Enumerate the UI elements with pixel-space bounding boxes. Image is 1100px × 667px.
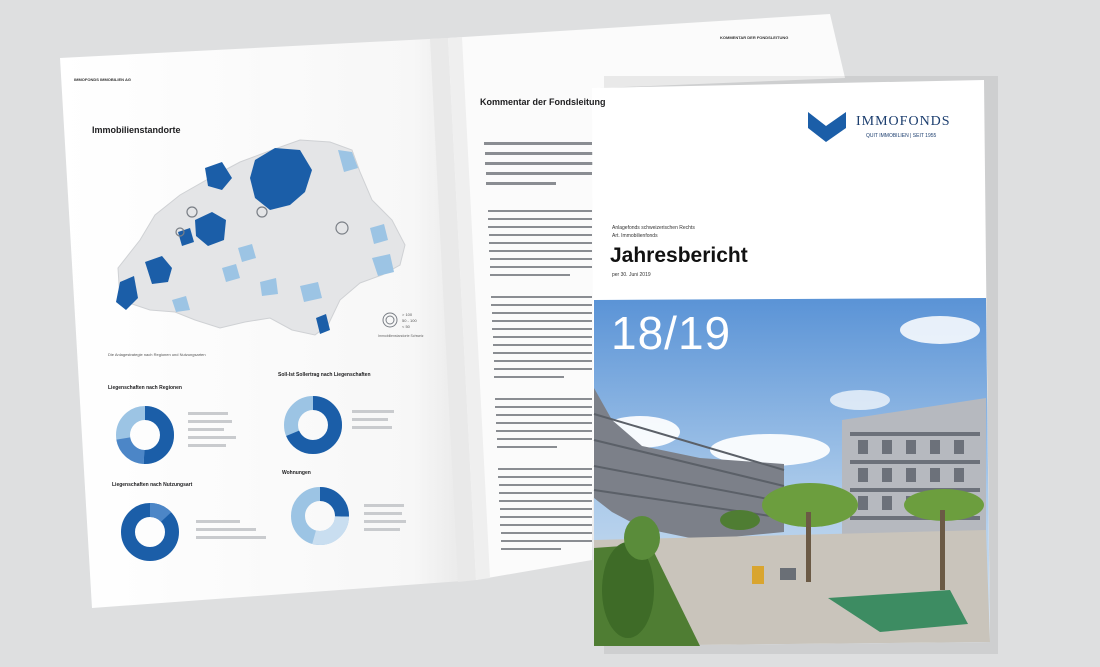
map-legend-1: > 100 (402, 312, 413, 317)
map-caption: Immobilienstandorte Schweiz (378, 334, 424, 338)
left-page-header: IMMOFONDS IMMOBILIEN AG (74, 77, 131, 82)
chart-title-apartments: Wohnungen (282, 470, 311, 476)
map-legend-2: 50 - 100 (402, 318, 417, 323)
chart-title-usage: Liegenschaften nach Nutzungsart (112, 482, 193, 488)
cover-year: 18/19 (611, 307, 732, 359)
chart-title-soll-ist: Soll-Ist Sollertrag nach Liegenschaften (278, 372, 371, 378)
logo-text: IMMOFONDS (856, 114, 951, 129)
cover-date-line: per 30. Juni 2019 (612, 272, 651, 278)
section-caption: Die Anlagestrategie nach Regionen und Nutzungsarten (108, 352, 206, 357)
middle-page-heading: Kommentar der Fondsleitung (480, 97, 606, 107)
cover-kicker-line-2: Art. Immobilienfonds (612, 233, 658, 239)
middle-page-header: KOMMENTAR DER FONDSLEITUNG (720, 35, 789, 40)
map-title: Immobilienstandorte (92, 125, 181, 135)
cover-title: Jahresbericht (610, 244, 748, 267)
map-legend-3: < 50 (402, 324, 410, 329)
chart-title-regions: Liegenschaften nach Regionen (108, 385, 182, 391)
cover-kicker-line-1: Anlagefonds schweizerischen Rechts (612, 225, 695, 231)
logo-subtext: QUIT IMMOBILIEN | SEIT 1955 (866, 133, 937, 139)
